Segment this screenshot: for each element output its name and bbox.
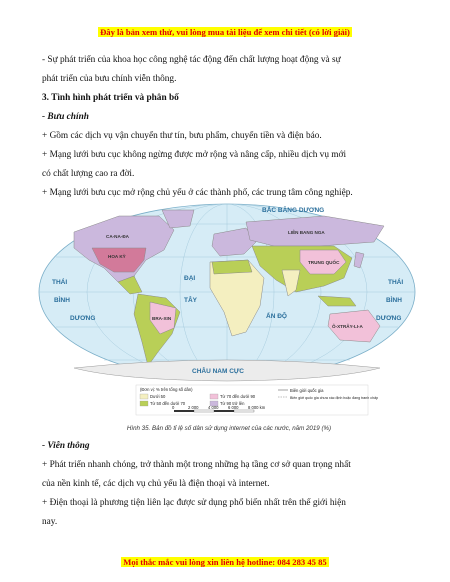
vien-thong-bullet-1-line-2: của nền kinh tế, các dịch vụ chủ yếu là điện thoại và internet. [42, 479, 270, 489]
hotline-banner [0, 557, 450, 567]
scale-label-1: 2 000 [188, 405, 199, 410]
label-duong-west: DƯƠNG [70, 315, 96, 322]
scale-label-3: 6 000 [228, 405, 239, 410]
legend-label-1: Dưới 50 [150, 394, 166, 399]
preview-banner-text: Đây là bản xem thử, vui lòng mua tài liệu để xem chi tiết (có lời giải) [100, 27, 350, 37]
legend-label-5: Biên giới quốc gia [290, 388, 324, 393]
legend-swatch-1 [140, 394, 148, 399]
label-chau-nam-cuc: CHÂU NAM CỰC [192, 368, 244, 375]
label-usa: HOA KỲ [108, 254, 126, 259]
legend-label-4: Từ 90 trở lên [220, 401, 245, 406]
label-binh-west: BÌNH [54, 297, 70, 304]
bullet-2-line-2: có chất lượng cao ra đời. [42, 169, 135, 179]
bullet-3: + Mạng lưới bưu cục mở rộng chủ yếu ở các thành phố, các trung tâm công nghiệp. [42, 188, 353, 198]
subheading-buu-chinh: - Bưu chính [42, 112, 89, 122]
legend-swatch-3 [210, 394, 218, 399]
label-bac-bang-duong: BẮC BĂNG DƯƠNG [262, 207, 325, 214]
para-1-line-2: phát triển của bưu chính viễn thông. [42, 74, 177, 84]
label-an-do: ẤN ĐỘ [266, 313, 287, 320]
legend-label-2: Từ 50 đến dưới 70 [150, 401, 186, 406]
legend-title: (Đơn vị: % trên tổng số dân) [140, 387, 193, 392]
label-canada: CA-NA-ĐA [106, 234, 129, 239]
label-russia: LIÊN BANG NGA [288, 230, 325, 235]
label-thai-west: THÁI [52, 279, 68, 286]
label-china: TRUNG QUỐC [308, 260, 340, 265]
label-tay: TÂY [184, 297, 197, 304]
bullet-1: + Gồm các dịch vụ vận chuyển thư tín, bưu phẩm, chuyển tiền và điện báo. [42, 131, 322, 141]
label-duong-east: DƯƠNG [376, 315, 402, 322]
map-legend [136, 385, 378, 415]
label-australia: Ô-XTRÂY-LI-A [332, 324, 363, 329]
vien-thong-bullet-2-line-1: + Điện thoại là phương tiện liên lạc được sử dụng phổ biến nhất trên thế giới hiện [42, 498, 346, 508]
section-heading-3: 3. Tình hình phát triển và phân bố [42, 93, 179, 103]
vien-thong-bullet-2-line-2: nay. [42, 517, 58, 527]
subheading-vien-thong: - Viễn thông [42, 441, 90, 451]
scale-label-0: 0 [172, 405, 175, 410]
para-1-line-1: - Sự phát triển của khoa học công nghệ tác động đến chất lượng hoạt động và sự [42, 55, 341, 65]
bullet-2-line-1: + Mạng lưới bưu cục không ngừng được mở rộng và nâng cấp, nhiều dịch vụ mới [42, 150, 347, 160]
label-binh-east: BÌNH [386, 297, 402, 304]
legend-swatch-2 [140, 401, 148, 406]
figure-caption: Hình 35. Bản đồ tỉ lệ số dân sử dụng internet của các nước, năm 2019 (%) [126, 425, 332, 432]
legend-label-6: Biên giới quốc gia chưa xác định hoặc đang tranh chấp [290, 396, 379, 400]
scale-label-2: 4 000 [208, 405, 219, 410]
hotline-banner-text: Mọi thắc mắc vui lòng xin liên hệ hotline: 084 283 45 85 [123, 557, 327, 567]
world-map-figure [34, 202, 421, 418]
scale-label-4: 8 000 km [248, 405, 266, 410]
label-dai: ĐẠI [184, 275, 196, 282]
vien-thong-bullet-1-line-1: + Phát triển nhanh chóng, trở thành một trong những hạ tầng cơ sở quan trọng nhất [42, 460, 351, 470]
label-thai-east: THÁI [388, 279, 404, 286]
north-africa-shape [212, 260, 252, 274]
legend-label-3: Từ 70 đến dưới 90 [220, 394, 256, 399]
label-brazil: BRA-XIN [152, 316, 172, 321]
preview-banner [0, 27, 450, 37]
